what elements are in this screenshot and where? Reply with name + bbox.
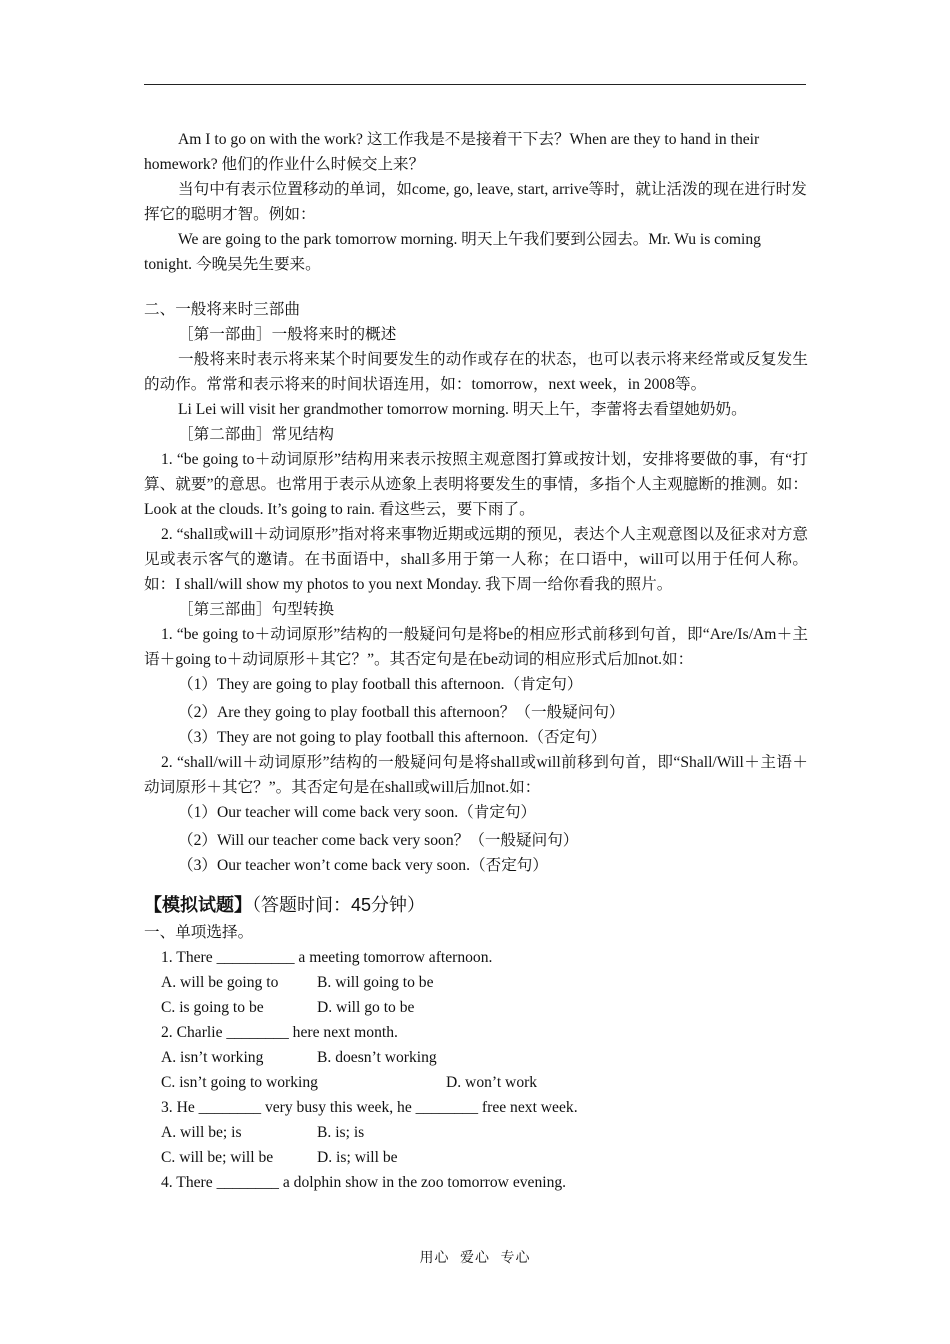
example-1: （1）They are going to play football this afternoon.（肯定句） bbox=[178, 676, 583, 693]
part-1-title: ［第一部曲］一般将来时的概述 bbox=[178, 326, 397, 343]
question-2: 2. Charlie ________ here next month. bbox=[161, 1024, 398, 1041]
options-row bbox=[144, 1120, 808, 1145]
options-row bbox=[144, 970, 808, 995]
part-3-paragraph-2: 2. “shall/will＋动词原形”结构的一般疑问句是将shall或will前移到句首，即“Shall/Will＋主语＋动词原形＋其它？”。其否定句是在shall或will后加not.如： bbox=[144, 754, 808, 796]
question-3: 3. He ________ very busy this week, he ________ free next week. bbox=[161, 1099, 578, 1116]
exam-section-1: 一、单项选择。 bbox=[144, 924, 254, 941]
option-b: B. doesn’t working bbox=[317, 1049, 437, 1066]
part-3-paragraph-1: 1. “be going to＋动词原形”结构的一般疑问句是将be的相应形式前移到句首，即“Are/Is/Am＋主语＋going to＋动词原形＋其它？”。其否定句是在be动词的相应形式后加not.如： bbox=[144, 626, 808, 668]
example-5: （2）Will our teacher come back very soon？（一般疑问句） bbox=[178, 832, 579, 849]
exam-heading bbox=[144, 890, 808, 920]
document-body bbox=[144, 127, 808, 1195]
options-row bbox=[144, 1070, 808, 1095]
intro-paragraph-2: 当句中有表示位置移动的单词，如come, go, leave, start, arrive等时，就让活泼的现在进行时发挥它的聪明才智。例如： bbox=[144, 181, 807, 223]
example-6: （3）Our teacher won’t come back very soon.（否定句） bbox=[178, 857, 548, 874]
option-d: D. will go to be bbox=[317, 999, 415, 1016]
question-4: 4. There ________ a dolphin show in the zoo tomorrow evening. bbox=[161, 1174, 567, 1191]
part-2-paragraph-2: 2. “shall或will＋动词原形”指对将来事物近期或远期的预见，表达个人主观意图以及征求对方意见或表示客气的邀请。在书面语中，shall多用于第一人称；在口语中，will可以用于任何人称。如：I shall/will show my photos to you next Monday. 我下周一给你看我的照片。 bbox=[144, 526, 808, 593]
example-2: （2）Are they going to play football this afternoon？（一般疑问句） bbox=[178, 704, 625, 721]
option-a: A. isn’t working bbox=[161, 1049, 264, 1066]
section-2-title: 二、一般将来时三部曲 bbox=[144, 301, 300, 318]
exam-title: 【模拟试题】 bbox=[144, 895, 252, 915]
part-2-paragraph-1: 1. “be going to＋动词原形”结构用来表示按照主观意图打算或按计划，安排将要做的事，有“打算、就要”的意思。也常用于表示从迹象上表明将要发生的事情，多指个人主观臆断的推测。如：Look at the clouds. It’s going to rain. 看这些云，要下雨了。 bbox=[144, 451, 808, 518]
header-rule bbox=[144, 84, 806, 85]
example-3: （3）They are not going to play football this afternoon.（否定句） bbox=[178, 729, 607, 746]
part-1-paragraph-2: Li Lei will visit her grandmother tomorrow morning. 明天上午，李蕾将去看望她奶奶。 bbox=[178, 401, 747, 418]
exam-time: （答题时间：45分钟） bbox=[252, 895, 426, 915]
page-footer: 用心 爱心 专心 bbox=[419, 1251, 531, 1266]
part-2-title: ［第二部曲］常见结构 bbox=[178, 426, 334, 443]
question-1: 1. There __________ a meeting tomorrow afternoon. bbox=[161, 949, 493, 966]
options-row bbox=[144, 995, 808, 1020]
option-b: B. is; is bbox=[317, 1124, 365, 1141]
intro-paragraph-3: We are going to the park tomorrow morning. 明天上午我们要到公园去。Mr. Wu is coming tonight. 今晚吴先生要来。 bbox=[144, 231, 761, 273]
options-row bbox=[144, 1145, 808, 1170]
option-c: C. isn’t going to working bbox=[161, 1074, 318, 1091]
part-1-paragraph-1: 一般将来时表示将来某个时间要发生的动作或存在的状态，也可以表示将来经常或反复发生的动作。常常和表示将来的时间状语连用，如：tomorrow，next week，in 2008等。 bbox=[144, 351, 808, 393]
option-a: A. will be; is bbox=[161, 1124, 242, 1141]
option-a: A. will be going to bbox=[161, 974, 279, 991]
option-b: B. will going to be bbox=[317, 974, 434, 991]
part-3-title: ［第三部曲］句型转换 bbox=[178, 601, 334, 618]
option-c: C. is going to be bbox=[161, 999, 264, 1016]
intro-paragraph-1: Am I to go on with the work? 这工作我是不是接着干下去？When are they to hand in their homework? 他们的作业什么时候交上来？ bbox=[144, 131, 760, 173]
options-row bbox=[144, 1045, 808, 1070]
option-d: D. is; will be bbox=[317, 1149, 398, 1166]
option-d: D. won’t work bbox=[446, 1074, 538, 1091]
example-4: （1）Our teacher will come back very soon.（肯定句） bbox=[178, 804, 537, 821]
option-c: C. will be; will be bbox=[161, 1149, 274, 1166]
